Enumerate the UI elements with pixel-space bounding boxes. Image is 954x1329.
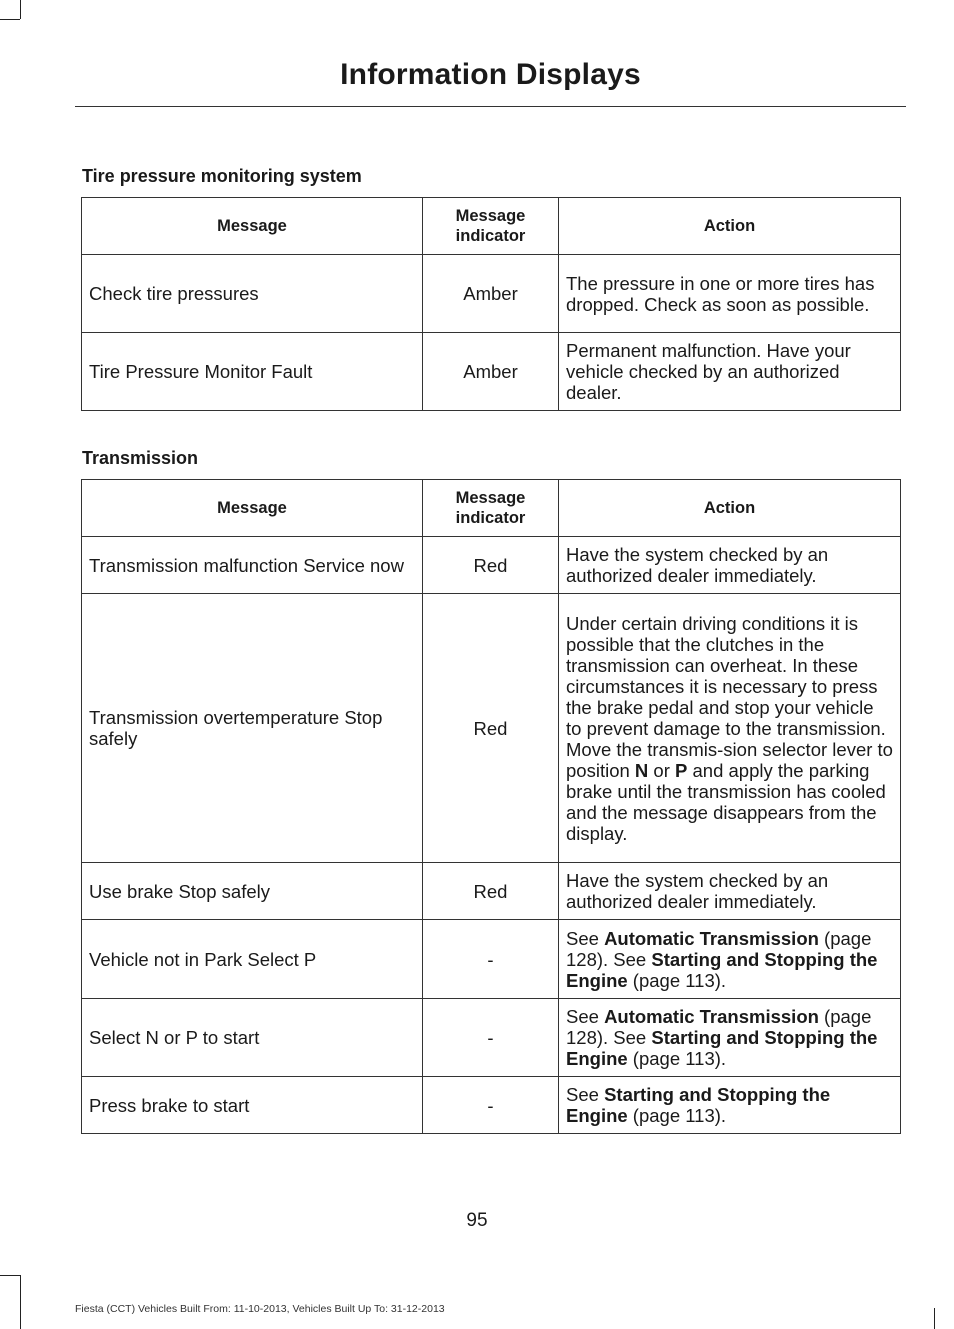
action-cell: Permanent malfunction. Have your vehicle checked by an authorized dealer.: [559, 333, 901, 411]
position-n: N: [634, 759, 649, 781]
column-header-indicator: Message indicator: [423, 198, 559, 255]
table-row: [82, 333, 901, 411]
cross-reference-link[interactable]: Starting and Stopping the Engine: [566, 1027, 878, 1069]
indicator-cell: -: [423, 920, 559, 999]
message-cell: Press brake to start: [82, 1077, 423, 1134]
transmission-heading: Transmission: [82, 448, 199, 468]
action-cell: The pressure in one or more tires has dropped. Check as soon as possible.: [559, 255, 901, 333]
message-cell: Vehicle not in Park Select P: [82, 920, 423, 999]
transmission-table: [81, 479, 901, 1134]
crop-mark: [0, 19, 20, 20]
indicator-cell: Red: [423, 537, 559, 594]
table-row: [82, 999, 901, 1077]
action-cell: Have the system checked by an authorized dealer immediately.: [559, 537, 901, 594]
column-header-action: Action: [559, 480, 901, 537]
table-row: [82, 863, 901, 920]
table-row: [82, 255, 901, 333]
page-reference: (page 113).: [627, 1048, 727, 1069]
title-divider: [75, 106, 906, 107]
indicator-cell: Red: [423, 594, 559, 863]
indicator-cell: Amber: [423, 333, 559, 411]
crop-mark: [20, 1275, 21, 1329]
cross-reference-link[interactable]: Automatic Transmission: [604, 927, 819, 949]
table-row: [82, 537, 901, 594]
cross-reference-link[interactable]: Automatic Transmission: [604, 1006, 819, 1027]
action-text: Under certain driving conditions it is possible that the clutches in the transmission can overheat. In these circumstances it is necessary to press the brake pedal and stop your vehicle to prevent damage to the transmission. Move the transmis-sion selector lever to position: [566, 612, 893, 781]
footer-vehicle-info: Fiesta (CCT) Vehicles Built From: 11-10-2013, Vehicles Built Up To: 31-12-2013: [75, 1303, 445, 1315]
position-p: P: [675, 759, 688, 781]
action-cell: [559, 594, 901, 863]
message-cell: Transmission malfunction Service now: [82, 537, 423, 594]
indicator-cell: -: [423, 1077, 559, 1134]
message-cell: Use brake Stop safely: [82, 863, 423, 920]
tpms-heading: Tire pressure monitoring system: [82, 166, 362, 186]
action-cell: [559, 1077, 901, 1134]
column-header-action: Action: [559, 198, 901, 255]
page-reference: (page 113).: [627, 969, 727, 991]
action-text: and apply the parking brake until the transmission has cooled and the message disappears from the display.: [566, 759, 886, 844]
table-header-row: [82, 198, 901, 255]
crop-mark: [20, 0, 21, 19]
tpms-table: [81, 197, 901, 411]
indicator-cell: Amber: [423, 255, 559, 333]
message-cell: Check tire pressures: [82, 255, 423, 333]
action-text: See: [566, 1006, 605, 1027]
column-header-message: Message: [82, 480, 423, 537]
table-row: [82, 1077, 901, 1134]
crop-mark: [934, 1308, 935, 1329]
indicator-cell: -: [423, 999, 559, 1077]
page-reference: (page 128). See: [566, 1006, 872, 1048]
cross-reference-link[interactable]: Starting and Stopping the Engine: [566, 1084, 831, 1126]
action-text: or: [648, 759, 676, 781]
crop-mark: [0, 1275, 20, 1276]
action-text: See: [566, 1084, 605, 1105]
action-cell: [559, 920, 901, 999]
table-row: [82, 594, 901, 863]
action-cell: [559, 999, 901, 1077]
page-reference: (page 128). See: [566, 927, 872, 970]
cross-reference-link[interactable]: Starting and Stopping the Engine: [566, 948, 878, 991]
column-header-message: Message: [82, 198, 423, 255]
message-cell: Tire Pressure Monitor Fault: [82, 333, 423, 411]
table-header-row: [82, 480, 901, 537]
page-reference: (page 113).: [627, 1105, 727, 1126]
message-cell: Transmission overtemperature Stop safely: [82, 594, 423, 863]
page-title: Information Displays: [340, 58, 641, 91]
column-header-indicator: Message indicator: [423, 480, 559, 537]
message-cell: Select N or P to start: [82, 999, 423, 1077]
action-cell: Have the system checked by an authorized dealer immediately.: [559, 863, 901, 920]
action-text: See: [566, 927, 605, 949]
indicator-cell: Red: [423, 863, 559, 920]
page-number: 95: [466, 1210, 488, 1231]
table-row: [82, 920, 901, 999]
